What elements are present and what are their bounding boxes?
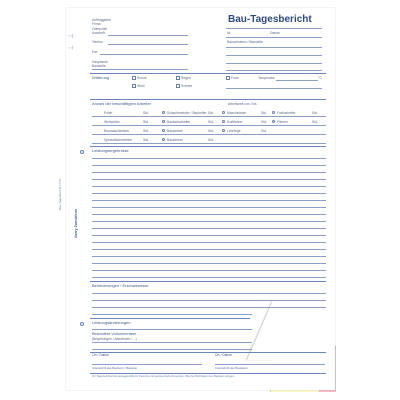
worker-checkbox[interactable] [272, 120, 275, 123]
header-field-label: Firma [92, 22, 101, 26]
worker-checkbox[interactable] [222, 111, 225, 114]
signature-left-label: Unterschrift des Bauherrn / Bauleiter [92, 366, 138, 370]
weather-checkbox-regen[interactable] [176, 76, 180, 80]
field-line [92, 116, 326, 117]
weather-label: Witterung [92, 75, 110, 80]
writing-line [92, 349, 252, 350]
field-line [108, 44, 188, 45]
weather-checkbox-sonne[interactable] [132, 76, 136, 80]
field-line [226, 47, 322, 48]
header-field-label: Bauvorhaben / Baustelle [227, 40, 263, 44]
worker-unit: Std. [143, 129, 149, 133]
weather-option: Wind [137, 84, 145, 88]
footer-note: Für Tagesberichte bitte aussagekräftig zur Kenntnis und gewissenhaft einzusenden. Bitte bei Rückfragen dem Bauleiter vorlegen. [92, 375, 235, 378]
weather-option: Regen [181, 76, 191, 80]
hole-punch-icon [80, 150, 84, 154]
writing-line [92, 221, 326, 222]
worker-unit: Std. [208, 129, 214, 133]
worker-unit: Std. [312, 111, 318, 115]
section-divider [90, 99, 326, 100]
worker-role: Polier [104, 111, 113, 115]
fold-mark-icon: ⊣ [68, 46, 74, 52]
performance-title: Leistungsergebnisse [92, 148, 129, 153]
header-field-label: Fax [92, 50, 98, 54]
field-line [226, 88, 322, 89]
temperature-label: Temperatur [258, 76, 275, 80]
weather-option: Sonne [137, 76, 147, 80]
worker-unit: Std. [261, 120, 267, 124]
field-line [226, 55, 322, 56]
header-field-label: Datum [270, 31, 280, 35]
header-field-label: Baustelle [92, 64, 106, 68]
changes-title: Leistungsänderungen [92, 320, 131, 325]
worker-unit: Std. [208, 111, 214, 115]
writing-line [92, 214, 326, 215]
section-divider [90, 318, 250, 319]
special-subtitle: (Begehungen / Abnahmen / ...) [92, 337, 137, 341]
worker-unit: Std. [143, 111, 149, 115]
worker-role: Bauwerker [167, 138, 183, 142]
section-divider [90, 146, 326, 147]
signature-line [92, 364, 202, 365]
weather-checkbox-wind[interactable] [132, 84, 136, 88]
writing-line [92, 165, 326, 166]
field-line [226, 37, 322, 38]
worker-role: Schachtmeister / Bauhelfer [167, 111, 207, 115]
worker-role: Lehrlinge [227, 129, 241, 133]
worker-unit: Std. [208, 120, 214, 124]
worker-role: Maschinisten [227, 111, 247, 115]
workers-title: Anzahl der beschäftigten Arbeiter [92, 101, 151, 106]
writing-line [92, 263, 326, 264]
worker-role: Spezialfacharbeiter [104, 138, 133, 142]
writing-line [92, 342, 252, 343]
worker-unit: Std. [261, 129, 267, 133]
writing-line [92, 200, 326, 201]
writing-line [92, 277, 326, 278]
brand-logo: Avery Zweckform [74, 208, 78, 238]
writing-line [92, 207, 326, 208]
place-date-right: Ort / Datum [215, 353, 233, 357]
worker-unit: Std. [208, 138, 214, 142]
header-field-label: Hauptwerk [92, 60, 108, 64]
worker-role: Baufacharbeiter [167, 120, 191, 124]
section-divider [90, 73, 326, 74]
writing-line [92, 186, 326, 187]
writing-line [92, 314, 252, 315]
worker-role: Bauwerker [167, 129, 183, 133]
peeled-corner [247, 300, 273, 360]
field-line [108, 35, 188, 36]
worker-role: Baumaschinisten [104, 129, 130, 133]
fold-mark-icon: ⊣ [68, 34, 74, 40]
writing-line [92, 235, 326, 236]
section-divider [90, 352, 326, 353]
writing-line [92, 172, 326, 173]
weather-checkbox-frost[interactable] [226, 76, 230, 80]
weather-option: Frost [231, 76, 239, 80]
worker-unit: Std. [261, 111, 267, 115]
writing-line [92, 256, 326, 257]
obstacles-title: Behinderungen / Erschwernisse [92, 283, 149, 288]
worker-checkbox[interactable] [162, 129, 165, 132]
temperature-line [276, 80, 318, 81]
writing-line [92, 307, 326, 308]
field-line [92, 69, 188, 70]
worker-role: Kraftfahrer [227, 120, 243, 124]
signature-right-label: Unterschrift des Bauleiters [215, 366, 248, 370]
header-field-label: Auftraggeber [92, 18, 112, 22]
worker-role: Fliesen [277, 120, 288, 124]
writing-line [92, 329, 252, 330]
writing-line [92, 193, 326, 194]
writing-line [92, 300, 326, 301]
worker-role: Werkpolier [104, 120, 120, 124]
weather-checkbox-schnee[interactable] [176, 84, 180, 88]
field-line [226, 28, 322, 29]
worker-role: Facharbeiter [277, 111, 296, 115]
header-field-label: Nr. [227, 31, 232, 35]
hours-label: Arbeitszeit von / bis [228, 102, 257, 106]
field-line [226, 63, 322, 64]
section-divider [90, 281, 326, 282]
worker-checkbox[interactable] [162, 138, 165, 141]
writing-line [92, 158, 326, 159]
worker-checkbox[interactable] [272, 111, 275, 114]
field-line [92, 143, 326, 144]
worker-checkbox[interactable] [222, 129, 225, 132]
field-line [92, 125, 326, 126]
form-title: Bau-Tagesbericht [228, 14, 312, 25]
header-field-label: Anschrift [92, 31, 105, 35]
writing-line [92, 293, 326, 294]
header-field-label: Oberpolier [92, 27, 108, 31]
weather-option: Schnee [181, 84, 193, 88]
hole-punch-icon [80, 322, 84, 326]
special-title: Besondere Vorkommnisse [92, 332, 137, 336]
footer-divider [90, 373, 326, 374]
field-line [100, 54, 188, 55]
field-line [226, 70, 322, 71]
writing-line [92, 270, 326, 271]
writing-line [92, 242, 326, 243]
place-date-left: Ort / Datum [92, 353, 110, 357]
worker-unit: Std. [143, 120, 149, 124]
writing-line [92, 249, 326, 250]
signature-line [215, 364, 325, 365]
header-field-label: Telefon [92, 40, 103, 44]
writing-line [92, 228, 326, 229]
worker-checkbox[interactable] [162, 111, 165, 114]
side-form-code: Bau-Tagesbericht 1773 [58, 179, 62, 210]
worker-checkbox[interactable] [162, 120, 165, 123]
field-line [92, 134, 326, 135]
worker-unit: Std. [312, 120, 318, 124]
temperature-unit: °C [318, 76, 322, 80]
worker-unit: Std. [143, 138, 149, 142]
worker-checkbox[interactable] [222, 120, 225, 123]
writing-line [92, 179, 326, 180]
